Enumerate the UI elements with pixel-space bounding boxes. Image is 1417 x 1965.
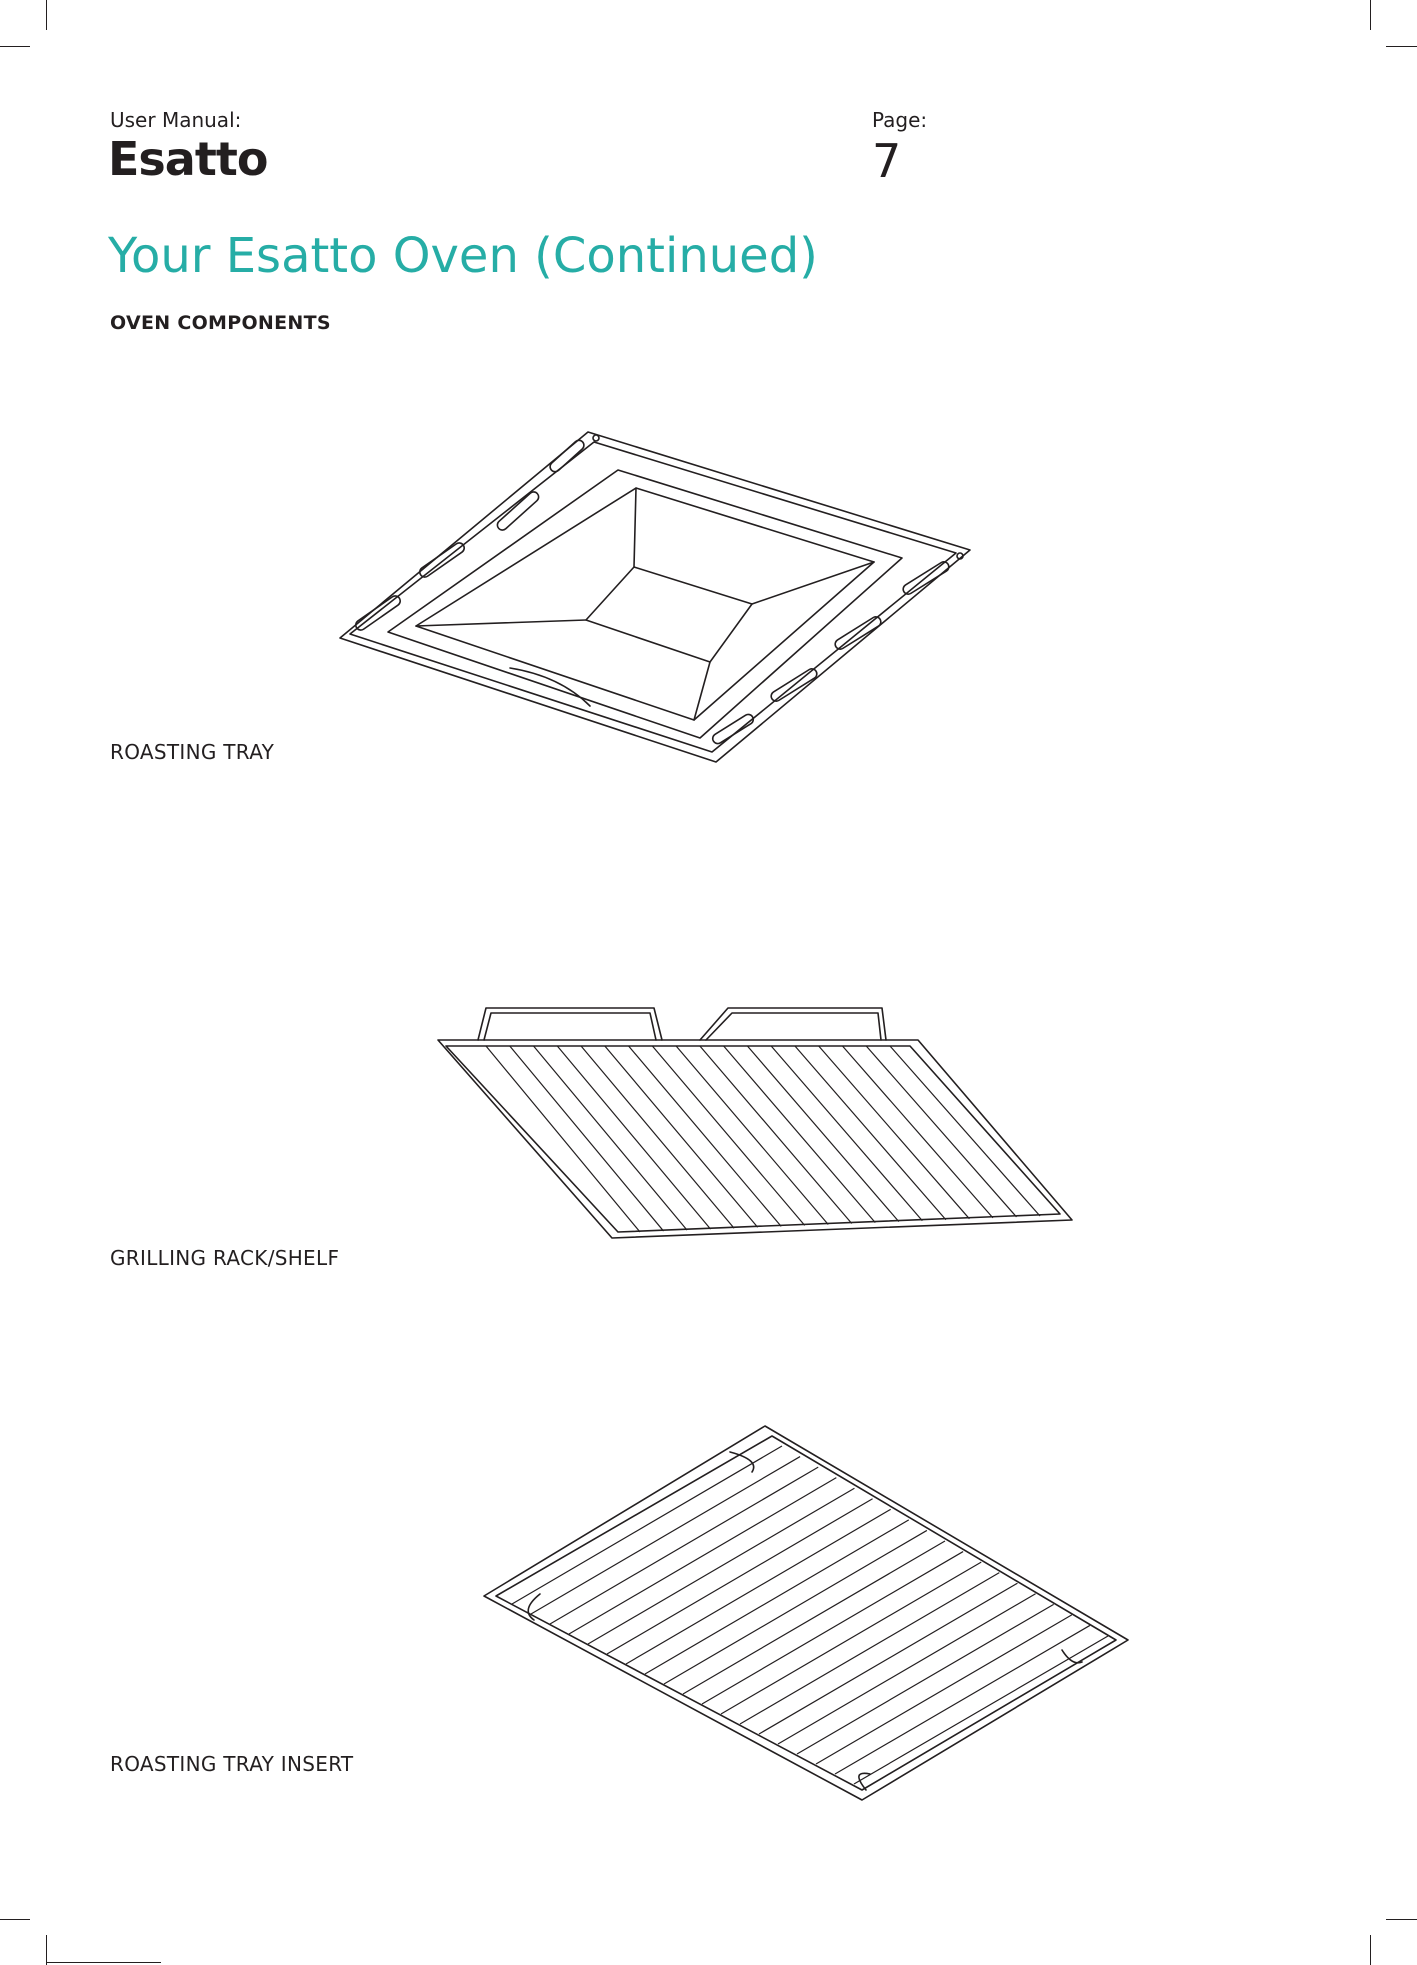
roasting-tray-illustration	[330, 420, 990, 780]
wire-line	[819, 1046, 970, 1219]
grilling-rack-illustration	[420, 995, 1080, 1255]
wire-line	[588, 1488, 854, 1644]
wire-line	[700, 1046, 852, 1224]
wire-line	[683, 1541, 945, 1694]
wire-line	[486, 1046, 640, 1232]
component-caption: GRILLING RACK/SHELF	[110, 1246, 340, 1270]
wire-line	[676, 1046, 828, 1224]
wire-line	[795, 1046, 946, 1220]
crop-mark-top-right-h	[1386, 46, 1417, 47]
page-title: Your Esatto Oven (Continued)	[108, 228, 818, 284]
crop-mark-top-left-v	[46, 0, 47, 30]
wire-line	[605, 1046, 758, 1227]
brand-logo: Esatto	[108, 132, 268, 186]
roasting-tray-insert-illustration	[475, 1415, 1155, 1815]
component-caption: ROASTING TRAY INSERT	[110, 1752, 354, 1776]
wire-line	[550, 1467, 818, 1624]
wire-line	[747, 1046, 898, 1222]
crop-mark-bottom-left-h	[0, 1919, 30, 1920]
wire-line	[652, 1046, 804, 1225]
wire-line	[890, 1046, 1040, 1216]
bleed-line-bottom	[46, 1962, 161, 1963]
wire-line	[626, 1509, 891, 1664]
wire-line	[581, 1046, 734, 1228]
wire-line	[531, 1457, 800, 1614]
section-subtitle: OVEN COMPONENTS	[110, 312, 331, 334]
wire-line	[607, 1499, 873, 1654]
wire-line	[569, 1478, 836, 1634]
wire-line	[664, 1530, 927, 1684]
wire-line	[835, 1625, 1090, 1774]
wire-line	[854, 1636, 1108, 1784]
wire-line	[534, 1046, 688, 1230]
wire-line	[866, 1046, 1016, 1217]
page-label: Page:	[872, 108, 928, 132]
manual-label: User Manual:	[110, 108, 242, 132]
wire-line	[771, 1046, 922, 1221]
wire-line	[512, 1446, 782, 1604]
crop-mark-bottom-right-v	[1370, 1935, 1371, 1965]
crop-mark-top-right-v	[1370, 0, 1371, 30]
wire-line	[702, 1552, 963, 1704]
page-number: 7	[872, 134, 902, 188]
wire-line	[842, 1046, 992, 1218]
wire-line	[510, 1046, 664, 1231]
wire-line	[724, 1046, 876, 1223]
wire-line	[797, 1604, 1054, 1754]
wire-line	[721, 1562, 981, 1714]
crop-mark-bottom-right-h	[1386, 1919, 1417, 1920]
component-caption: ROASTING TRAY	[110, 740, 275, 764]
crop-mark-bottom-left-v	[46, 1935, 47, 1965]
crop-mark-top-left-h	[0, 46, 30, 47]
wire-line	[629, 1046, 782, 1226]
wire-line	[645, 1520, 909, 1674]
